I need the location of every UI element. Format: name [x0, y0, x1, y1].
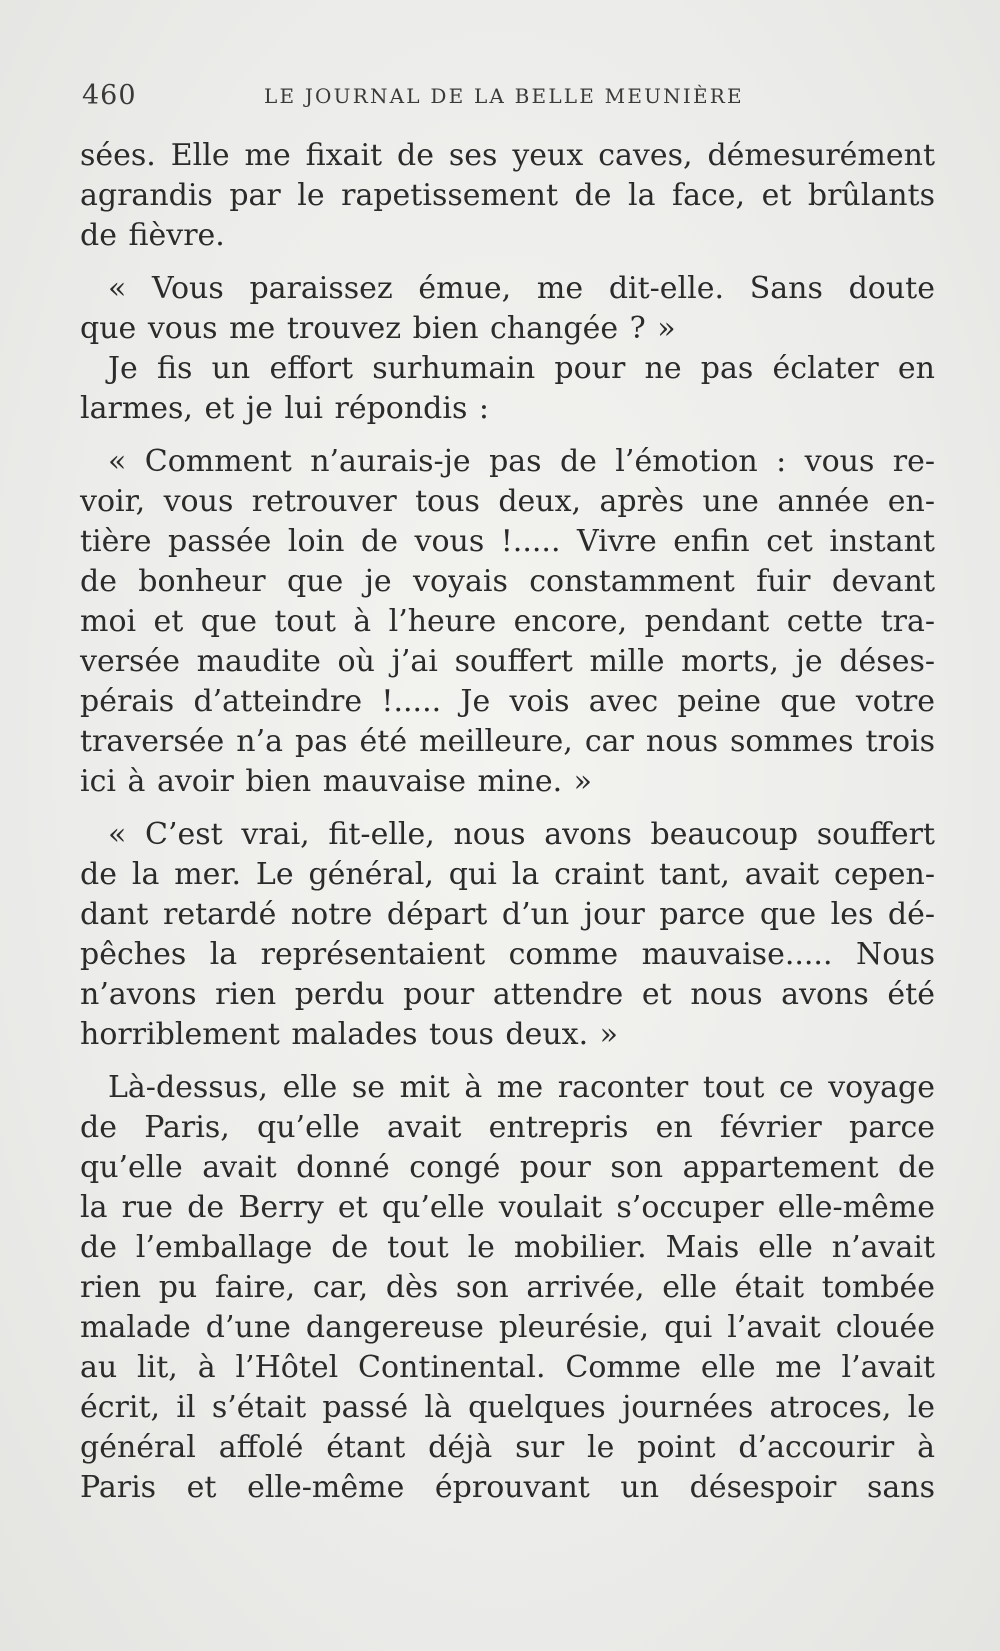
- text-line: « C’est vrai, fit-elle, nous avons beaucoup souffert: [108, 817, 935, 852]
- text-line: Là-dessus, elle se mit à me raconter tout ce voyage: [108, 1070, 935, 1105]
- text-line: traversée n’a pas été meilleure, car nous sommes trois: [80, 724, 935, 759]
- text-line: horriblement malades tous deux. »: [80, 1017, 619, 1052]
- text-line: Je fis un effort surhumain pour ne pas éclater en: [108, 351, 935, 386]
- text-line: larmes, et je lui répondis :: [80, 391, 489, 426]
- text-line: pêches la représentaient comme mauvaise..... Nous: [80, 937, 935, 972]
- text-line: au lit, à l’Hôtel Continental. Comme elle me l’avait: [80, 1350, 935, 1385]
- text-line: que vous me trouvez bien changée ? »: [80, 311, 676, 346]
- paragraph: [80, 349, 935, 429]
- text-line: pérais d’atteindre !..... Je vois avec peine que votre: [80, 684, 935, 719]
- page-number: 460: [82, 80, 137, 111]
- text-line: de l’emballage de tout le mobilier. Mais elle n’avait: [80, 1230, 935, 1265]
- text-line: de bonheur que je voyais constamment fuir devant: [80, 564, 935, 599]
- text-line: Paris et elle-même éprouvant un désespoir sans: [80, 1470, 935, 1505]
- text-line: de Paris, qu’elle avait entrepris en février parce: [80, 1110, 935, 1145]
- text-line: versée maudite où j’ai souffert mille morts, je déses-: [80, 644, 935, 679]
- paragraph: [80, 269, 935, 349]
- text-line: agrandis par le rapetissement de la face, et brûlants: [80, 178, 935, 213]
- body-text: [80, 136, 935, 1508]
- text-line: général affolé étant déjà sur le point d’accourir à: [80, 1430, 935, 1465]
- text-line: « Vous paraissez émue, me dit-elle. Sans doute: [108, 271, 935, 306]
- text-line: de la mer. Le général, qui la craint tant, avait cepen-: [80, 857, 935, 892]
- text-line: ici à avoir bien mauvaise mine. »: [80, 764, 593, 799]
- paragraph: [80, 815, 935, 1055]
- text-line: écrit, il s’était passé là quelques journées atroces, le: [80, 1390, 935, 1425]
- text-line: malade d’une dangereuse pleurésie, qui l’avait clouée: [80, 1310, 935, 1345]
- text-line: tière passée loin de vous !..... Vivre enfin cet instant: [80, 524, 935, 559]
- paragraph: [80, 442, 935, 802]
- text-line: sées. Elle me fixait de ses yeux caves, démesurément: [80, 138, 935, 173]
- paragraph: [80, 136, 935, 256]
- running-title: LE JOURNAL DE LA BELLE MEUNIÈRE: [264, 84, 744, 108]
- text-line: n’avons rien perdu pour attendre et nous avons été: [80, 977, 935, 1012]
- text-line: dant retardé notre départ d’un jour parce que les dé-: [80, 897, 935, 932]
- text-line: voir, vous retrouver tous deux, après une année en-: [80, 484, 935, 519]
- text-line: rien pu faire, car, dès son arrivée, elle était tombée: [80, 1270, 935, 1305]
- text-line: de fièvre.: [80, 218, 225, 253]
- text-line: la rue de Berry et qu’elle voulait s’occuper elle-même: [80, 1190, 935, 1225]
- text-line: qu’elle avait donné congé pour son appartement de: [80, 1150, 935, 1185]
- paragraph: [80, 1068, 935, 1508]
- text-line: « Comment n’aurais-je pas de l’émotion : vous re-: [108, 444, 935, 479]
- running-head: [82, 80, 937, 120]
- text-line: moi et que tout à l’heure encore, pendant cette tra-: [80, 604, 935, 639]
